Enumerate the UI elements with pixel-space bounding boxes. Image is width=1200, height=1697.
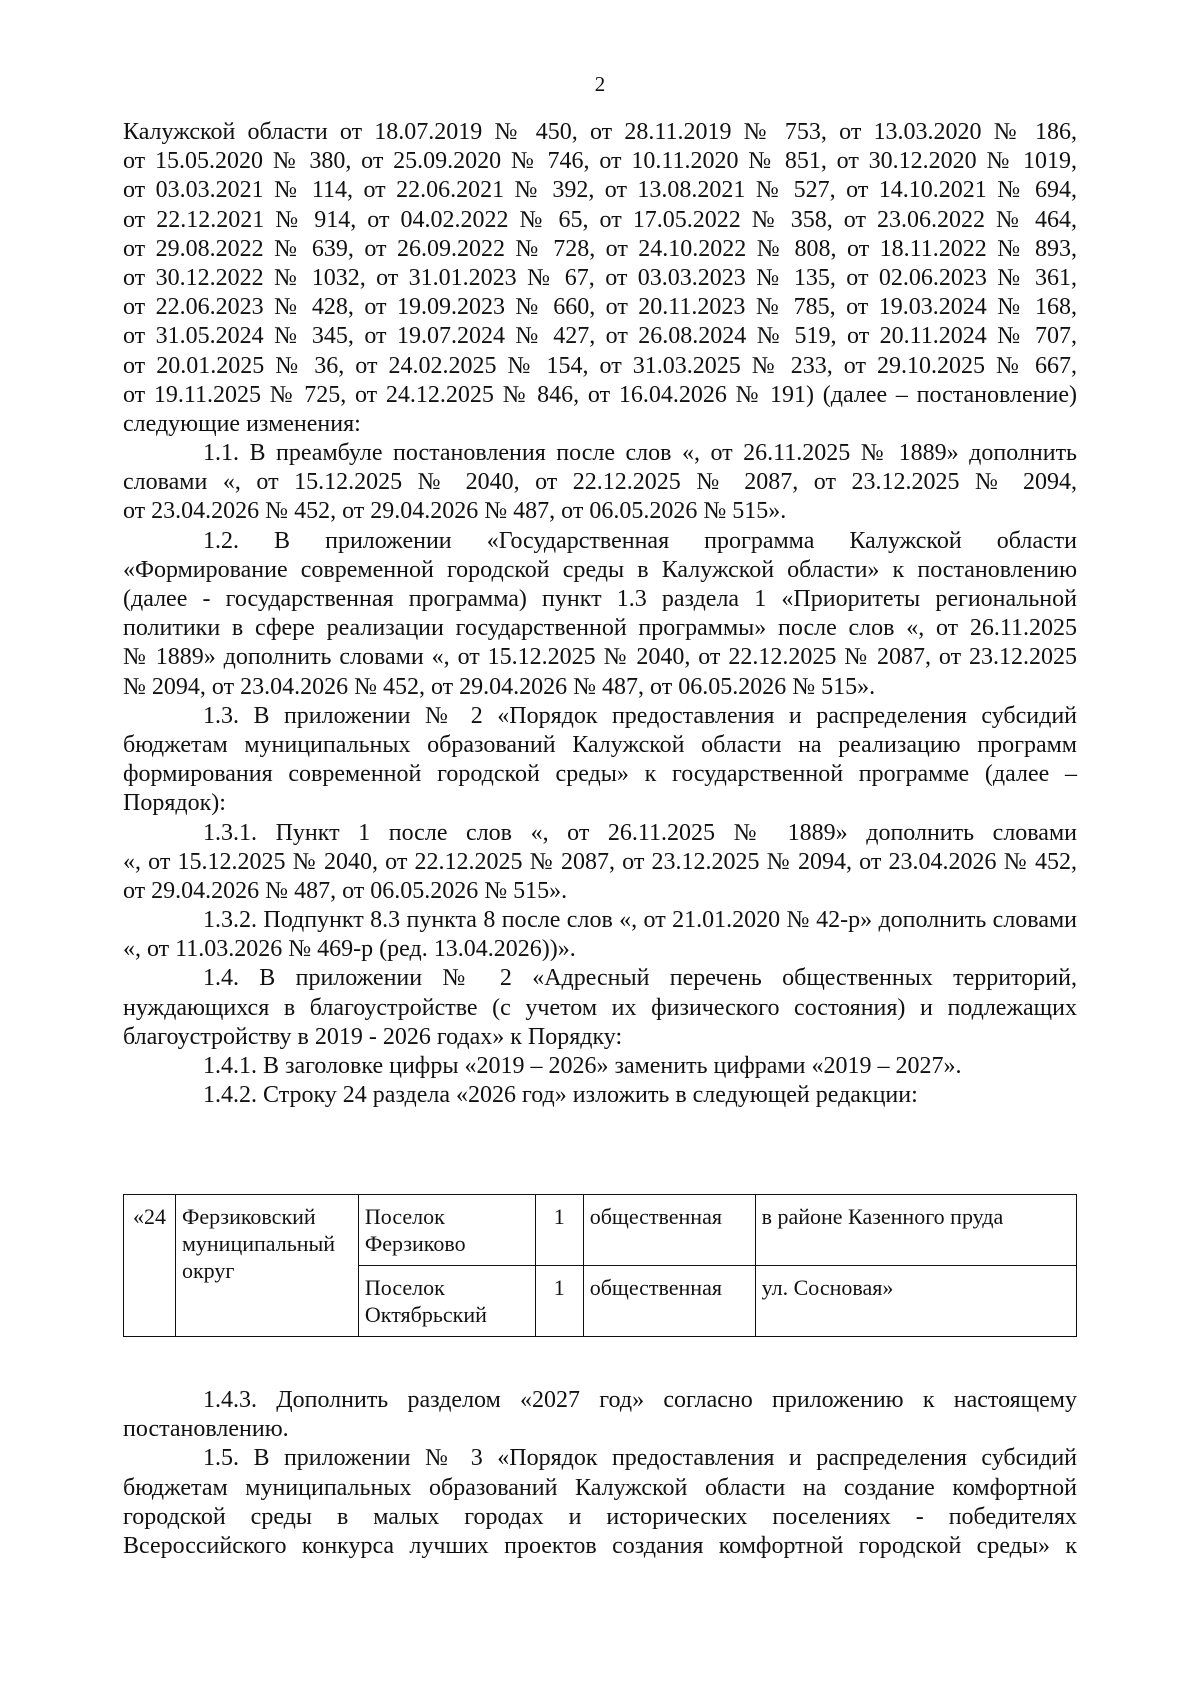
territory-type-cell: общественная <box>583 1195 755 1266</box>
text-line: (далее - государственная программа) пункт 1.3 раздела 1 «Приоритеты региональной <box>123 586 1077 612</box>
table-row <box>124 1195 1077 1266</box>
territory-type-cell: общественная <box>583 1266 755 1337</box>
text-line: от 20.01.2025 № 36, от 24.02.2025 № 154, от 31.03.2025 № 233, от 29.10.2025 № 667, <box>123 352 1077 379</box>
text-line: 1.3.1. Пункт 1 после слов «, от 26.11.2025 № 1889» дополнить словами <box>203 819 1077 846</box>
text-line: благоустройству в 2019 - 2026 годах» к Порядку: <box>123 1023 623 1050</box>
district-cell: Ферзиковский муниципальный округ <box>175 1195 358 1337</box>
text-line: 1.4.2. Строку 24 раздела «2026 год» изложить в следующей редакции: <box>203 1082 918 1109</box>
address-table <box>123 1194 1077 1337</box>
settlement-cell: Поселок Ферзиково <box>358 1195 535 1266</box>
text-line: от 29.04.2026 № 487, от 06.05.2026 № 515». <box>123 877 568 904</box>
text-line: формирования современной городской среды» к государственной программе (далее – <box>123 761 1077 788</box>
text-line: «Формирование современной городской среды в Калужской области» к постановлению <box>123 556 1077 583</box>
text-line: «, от 11.03.2026 № 469-р (ред. 13.04.2026))». <box>123 936 576 963</box>
text-line: «, от 15.12.2025 № 2040, от 22.12.2025 № 2087, от 23.12.2025 № 2094, от 23.04.2026 № 452, <box>123 848 1077 875</box>
text-line: 1.3.2. Подпункт 8.3 пункта 8 после слов «, от 21.01.2020 № 42-р» дополнить словами <box>203 907 1077 934</box>
text-line: 1.1. В преамбуле постановления после слов «, от 26.11.2025 № 1889» дополнить <box>203 440 1077 467</box>
count-cell: 1 <box>535 1266 583 1337</box>
text-line: бюджетам муниципальных образований Калужской области на реализацию программ <box>123 731 1077 758</box>
count-cell: 1 <box>535 1195 583 1266</box>
text-line: 1.5. В приложении № 3 «Порядок предоставления и распределения субсидий <box>203 1445 1077 1472</box>
text-line: № 1889» дополнить словами «, от 15.12.2025 № 2040, от 22.12.2025 № 2087, от 23.12.2025 <box>123 644 1077 671</box>
text-line: Всероссийского конкурса лучших проектов создания комфортной городской среды» к <box>123 1532 1077 1559</box>
text-line: нуждающихся в благоустройстве (с учетом их физического состояния) и подлежащих <box>123 994 1077 1021</box>
address-table-container <box>123 1194 1077 1337</box>
text-line: № 2094, от 23.04.2026 № 452, от 29.04.2026 № 487, от 06.05.2026 № 515». <box>123 673 876 700</box>
document-body-top <box>123 118 1077 1110</box>
text-line: Порядок): <box>123 790 226 817</box>
text-line: от 22.06.2023 № 428, от 19.09.2023 № 660, от 20.11.2023 № 785, от 19.03.2024 № 168, <box>123 294 1077 321</box>
text-line: бюджетам муниципальных образований Калужской области на создание комфортной <box>123 1474 1077 1501</box>
text-line: от 15.05.2020 № 380, от 25.09.2020 № 746, от 10.11.2020 № 851, от 30.12.2020 № 1019, <box>123 148 1077 175</box>
text-line: от 19.11.2025 № 725, от 24.12.2025 № 846, от 16.04.2026 № 191) (далее – постановление) <box>123 381 1077 408</box>
text-line: от 31.05.2024 № 345, от 19.07.2024 № 427, от 26.08.2024 № 519, от 20.11.2024 № 707, <box>123 323 1077 350</box>
address-cell: ул. Сосновая» <box>755 1266 1076 1337</box>
text-line: следующие изменения: <box>123 410 361 437</box>
text-line: от 03.03.2021 № 114, от 22.06.2021 № 392, от 13.08.2021 № 527, от 14.10.2021 № 694, <box>123 177 1077 204</box>
text-line: 1.4.1. В заголовке цифры «2019 – 2026» заменить цифрами «2019 – 2027». <box>203 1053 962 1079</box>
text-line: политики в сфере реализации государственной программы» после слов «, от 26.11.2025 <box>123 615 1077 642</box>
text-line: Калужской области от 18.07.2019 № 450, от 28.11.2019 № 753, от 13.03.2020 № 186, <box>123 119 1077 145</box>
text-line: постановлению. <box>123 1416 289 1443</box>
text-line: от 30.12.2022 № 1032, от 31.01.2023 № 67, от 03.03.2023 № 135, от 02.06.2023 № 361, <box>123 264 1077 291</box>
text-line: от 22.12.2021 № 914, от 04.02.2022 № 65, от 17.05.2022 № 358, от 23.06.2022 № 464, <box>123 206 1077 233</box>
text-line: 1.4.3. Дополнить разделом «2027 год» согласно приложению к настоящему <box>203 1387 1077 1413</box>
address-cell: в районе Казенного пруда <box>755 1195 1076 1266</box>
document-body-bottom <box>123 1386 1077 1561</box>
text-line: 1.4. В приложении № 2 «Адресный перечень общественных территорий, <box>203 965 1077 992</box>
page-number: 2 <box>594 72 606 96</box>
text-line: 1.3. В приложении № 2 «Порядок предоставления и распределения субсидий <box>203 702 1077 729</box>
text-line: словами «, от 15.12.2025 № 2040, от 22.12.2025 № 2087, от 23.12.2025 № 2094, <box>123 469 1077 496</box>
text-line: городской среды в малых городах и исторических поселениях - победителях <box>123 1503 1077 1530</box>
text-line: от 29.08.2022 № 639, от 26.09.2022 № 728, от 24.10.2022 № 808, от 18.11.2022 № 893, <box>123 235 1077 262</box>
row-number-cell: «24 <box>124 1195 176 1337</box>
text-line: от 23.04.2026 № 452, от 29.04.2026 № 487, от 06.05.2026 № 515». <box>123 498 787 525</box>
settlement-cell: Поселок Октябрьский <box>358 1266 535 1337</box>
text-line: 1.2. В приложении «Государственная программа Калужской области <box>203 527 1077 554</box>
